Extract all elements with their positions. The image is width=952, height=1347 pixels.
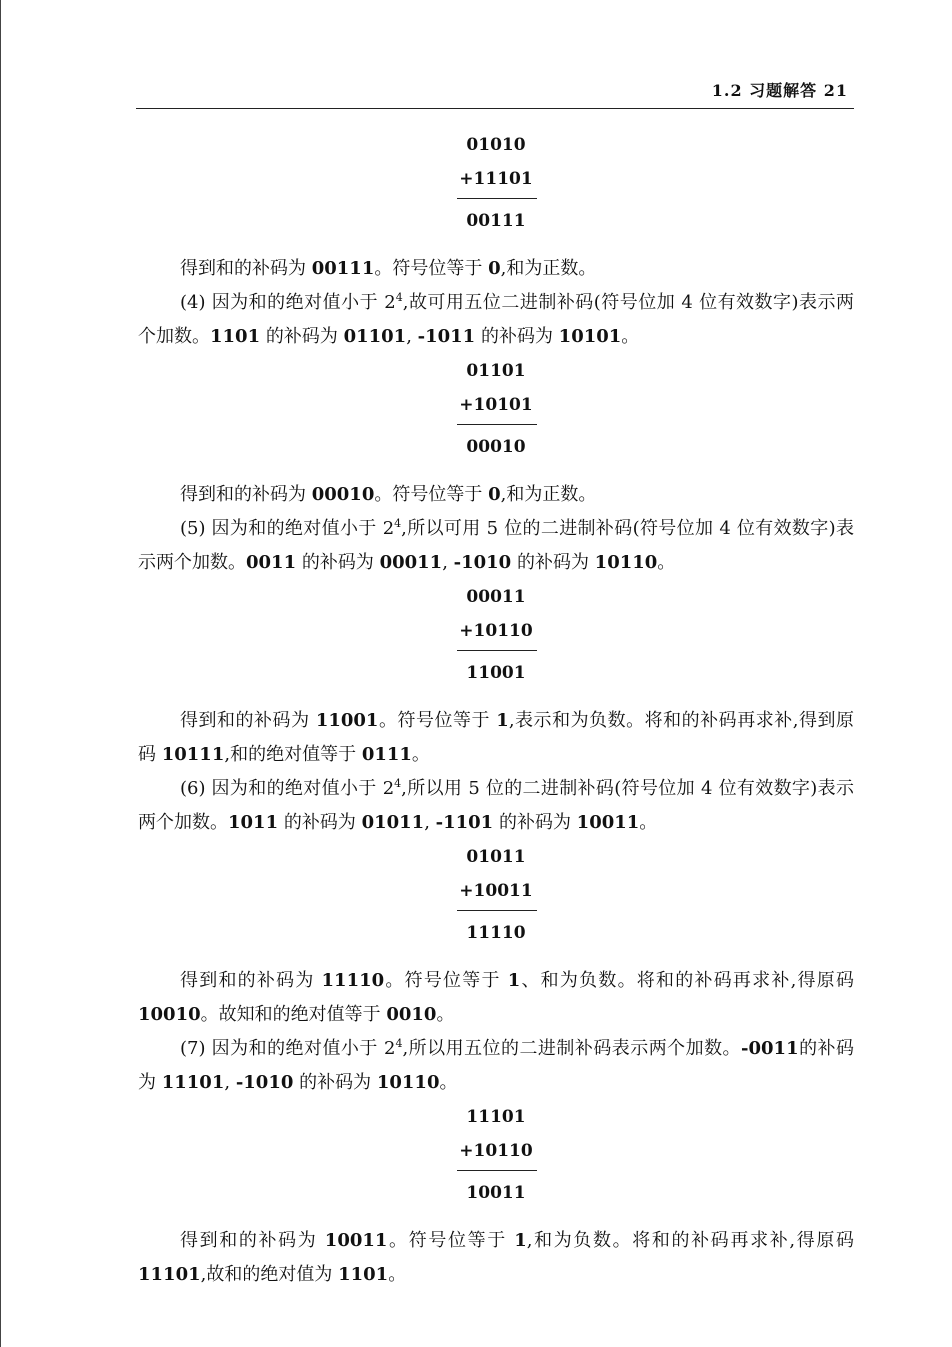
addend-a: 01101 xyxy=(466,361,526,381)
bold-number: 00111 xyxy=(311,258,375,279)
text: 。 xyxy=(439,1072,458,1093)
binary-addition-2 xyxy=(138,354,854,466)
running-header xyxy=(136,78,854,104)
sum-rule xyxy=(457,910,537,911)
bold-number: -0011 xyxy=(741,1038,799,1059)
addend-b: +10011 xyxy=(459,881,533,901)
sum-rule xyxy=(457,198,537,199)
sum-result: 11110 xyxy=(466,923,526,943)
text: 。 xyxy=(411,744,430,765)
sum-result: 10011 xyxy=(466,1183,526,1203)
text: 得到和的补码为 xyxy=(180,484,312,505)
bold-number: 1101 xyxy=(338,1264,389,1285)
text: 、和为负数。将和的补码再求补,得原码 xyxy=(520,970,854,991)
addend-a: 01010 xyxy=(466,135,526,155)
text: 。 xyxy=(657,552,676,573)
text: 得到和的补码为 xyxy=(180,1230,325,1251)
text: ,表示和为负数。将和的补码再求补,得到原码 xyxy=(138,710,854,765)
page-edge xyxy=(0,0,1,1347)
text: 。 xyxy=(639,812,658,833)
paragraph-result-2 xyxy=(138,478,854,512)
sum-rule xyxy=(457,424,537,425)
bold-number: -1101 xyxy=(435,812,494,833)
section-page-label: 1.2 习题解答 21 xyxy=(711,81,848,100)
text: ,和为正数。 xyxy=(500,484,597,505)
bold-number: -1010 xyxy=(235,1072,294,1093)
binary-addition-4 xyxy=(138,840,854,952)
paragraph-item-5 xyxy=(138,512,854,580)
text: , xyxy=(224,1072,236,1093)
text: ,故可用五位二进制补码(符号位加 4 位有效数字)表示两个加数。 xyxy=(138,292,854,347)
text: ,和为正数。 xyxy=(500,258,597,279)
bold-number: 0011 xyxy=(246,552,297,573)
text: ,和的绝对值等于 xyxy=(224,744,362,765)
sum-rule xyxy=(457,1170,537,1171)
paragraph-item-4 xyxy=(138,286,854,354)
bold-number: -1011 xyxy=(417,326,476,347)
main-content xyxy=(138,128,854,1292)
text: 。符号位等于 xyxy=(374,484,489,505)
bold-number: 1101 xyxy=(210,326,261,347)
text: ,故和的绝对值为 xyxy=(200,1264,339,1285)
header-rule xyxy=(136,108,854,109)
text: 。符号位等于 xyxy=(387,1230,515,1251)
bold-number: 01011 xyxy=(361,812,425,833)
bold-number: 1 xyxy=(514,1230,527,1251)
paragraph-result-4 xyxy=(138,964,854,1032)
text: 。 xyxy=(388,1264,407,1285)
text: 。符号位等于 xyxy=(378,710,497,731)
bold-number: 10101 xyxy=(558,326,622,347)
text: (5) 因为和的绝对值小于 2 xyxy=(180,518,395,539)
text: 的补码为 xyxy=(293,1072,377,1093)
text: 的补码为 xyxy=(296,552,380,573)
bold-number: 10110 xyxy=(594,552,658,573)
bold-number: 1011 xyxy=(228,812,279,833)
text: 的补码为 xyxy=(138,1038,854,1093)
superscript: 4 xyxy=(395,291,403,304)
text: 。故知和的绝对值等于 xyxy=(200,1004,387,1025)
binary-addition-1 xyxy=(138,128,854,240)
addend-a: 01011 xyxy=(466,847,526,867)
text: , xyxy=(406,326,418,347)
bold-number: 10011 xyxy=(576,812,640,833)
bold-number: 00011 xyxy=(379,552,443,573)
binary-addition-5 xyxy=(138,1100,854,1212)
text: ,所以可用 5 位的二进制补码(符号位加 4 位有效数字)表示两个加数。 xyxy=(138,518,854,573)
sum-result: 11001 xyxy=(466,663,526,683)
superscript: 4 xyxy=(394,777,402,790)
bold-number: 10011 xyxy=(324,1230,388,1251)
text: 。符号位等于 xyxy=(374,258,489,279)
text: (7) 因为和的绝对值小于 2 xyxy=(180,1038,396,1059)
addend-b: +11101 xyxy=(459,169,533,189)
text: ,和为负数。将和的补码再求补,得原码 xyxy=(526,1230,854,1251)
text: , xyxy=(424,812,436,833)
binary-addition-3 xyxy=(138,580,854,692)
bold-number: 0 xyxy=(488,484,501,505)
superscript: 4 xyxy=(395,1037,403,1050)
text: 得到和的补码为 xyxy=(180,258,312,279)
bold-number: 10110 xyxy=(376,1072,440,1093)
bold-number: 11001 xyxy=(315,710,379,731)
bold-number: 0010 xyxy=(386,1004,437,1025)
text: 的补码为 xyxy=(475,326,559,347)
superscript: 4 xyxy=(394,517,402,530)
text: 的补码为 xyxy=(260,326,344,347)
paragraph-result-1 xyxy=(138,252,854,286)
text: 得到和的补码为 xyxy=(180,970,322,991)
addend-a: 00011 xyxy=(466,587,526,607)
text: (6) 因为和的绝对值小于 2 xyxy=(180,778,395,799)
addend-b: +10110 xyxy=(459,621,533,641)
bold-number: -1010 xyxy=(453,552,512,573)
text: 得到和的补码为 xyxy=(180,710,316,731)
sum-rule xyxy=(457,650,537,651)
bold-number: 11110 xyxy=(321,970,385,991)
addend-b: +10101 xyxy=(459,395,533,415)
bold-number: 10111 xyxy=(161,744,225,765)
bold-number: 10010 xyxy=(138,1004,201,1025)
text: (4) 因为和的绝对值小于 2 xyxy=(180,292,396,313)
paragraph-item-6 xyxy=(138,772,854,840)
addend-b: +10110 xyxy=(459,1141,533,1161)
bold-number: 0111 xyxy=(361,744,412,765)
sum-result: 00010 xyxy=(466,437,526,457)
bold-number: 00010 xyxy=(311,484,375,505)
text: 。 xyxy=(436,1004,455,1025)
bold-number: 11101 xyxy=(161,1072,225,1093)
bold-number: 0 xyxy=(488,258,501,279)
bold-number: 01101 xyxy=(343,326,407,347)
paragraph-result-3 xyxy=(138,704,854,772)
text: , xyxy=(442,552,454,573)
text: ,所以用 5 位的二进制补码(符号位加 4 位有效数字)表示两个加数。 xyxy=(138,778,854,833)
text: 。 xyxy=(621,326,640,347)
text: ,所以用五位的二进制补码表示两个加数。 xyxy=(402,1038,742,1059)
bold-number: 1 xyxy=(507,970,521,991)
bold-number: 11101 xyxy=(138,1264,201,1285)
paragraph-result-5 xyxy=(138,1224,854,1292)
text: 的补码为 xyxy=(278,812,362,833)
addend-a: 11101 xyxy=(466,1107,526,1127)
text: 的补码为 xyxy=(493,812,577,833)
bold-number: 1 xyxy=(496,710,509,731)
paragraph-item-7 xyxy=(138,1032,854,1100)
sum-result: 00111 xyxy=(466,211,526,231)
text: 的补码为 xyxy=(511,552,595,573)
text: 。符号位等于 xyxy=(384,970,508,991)
